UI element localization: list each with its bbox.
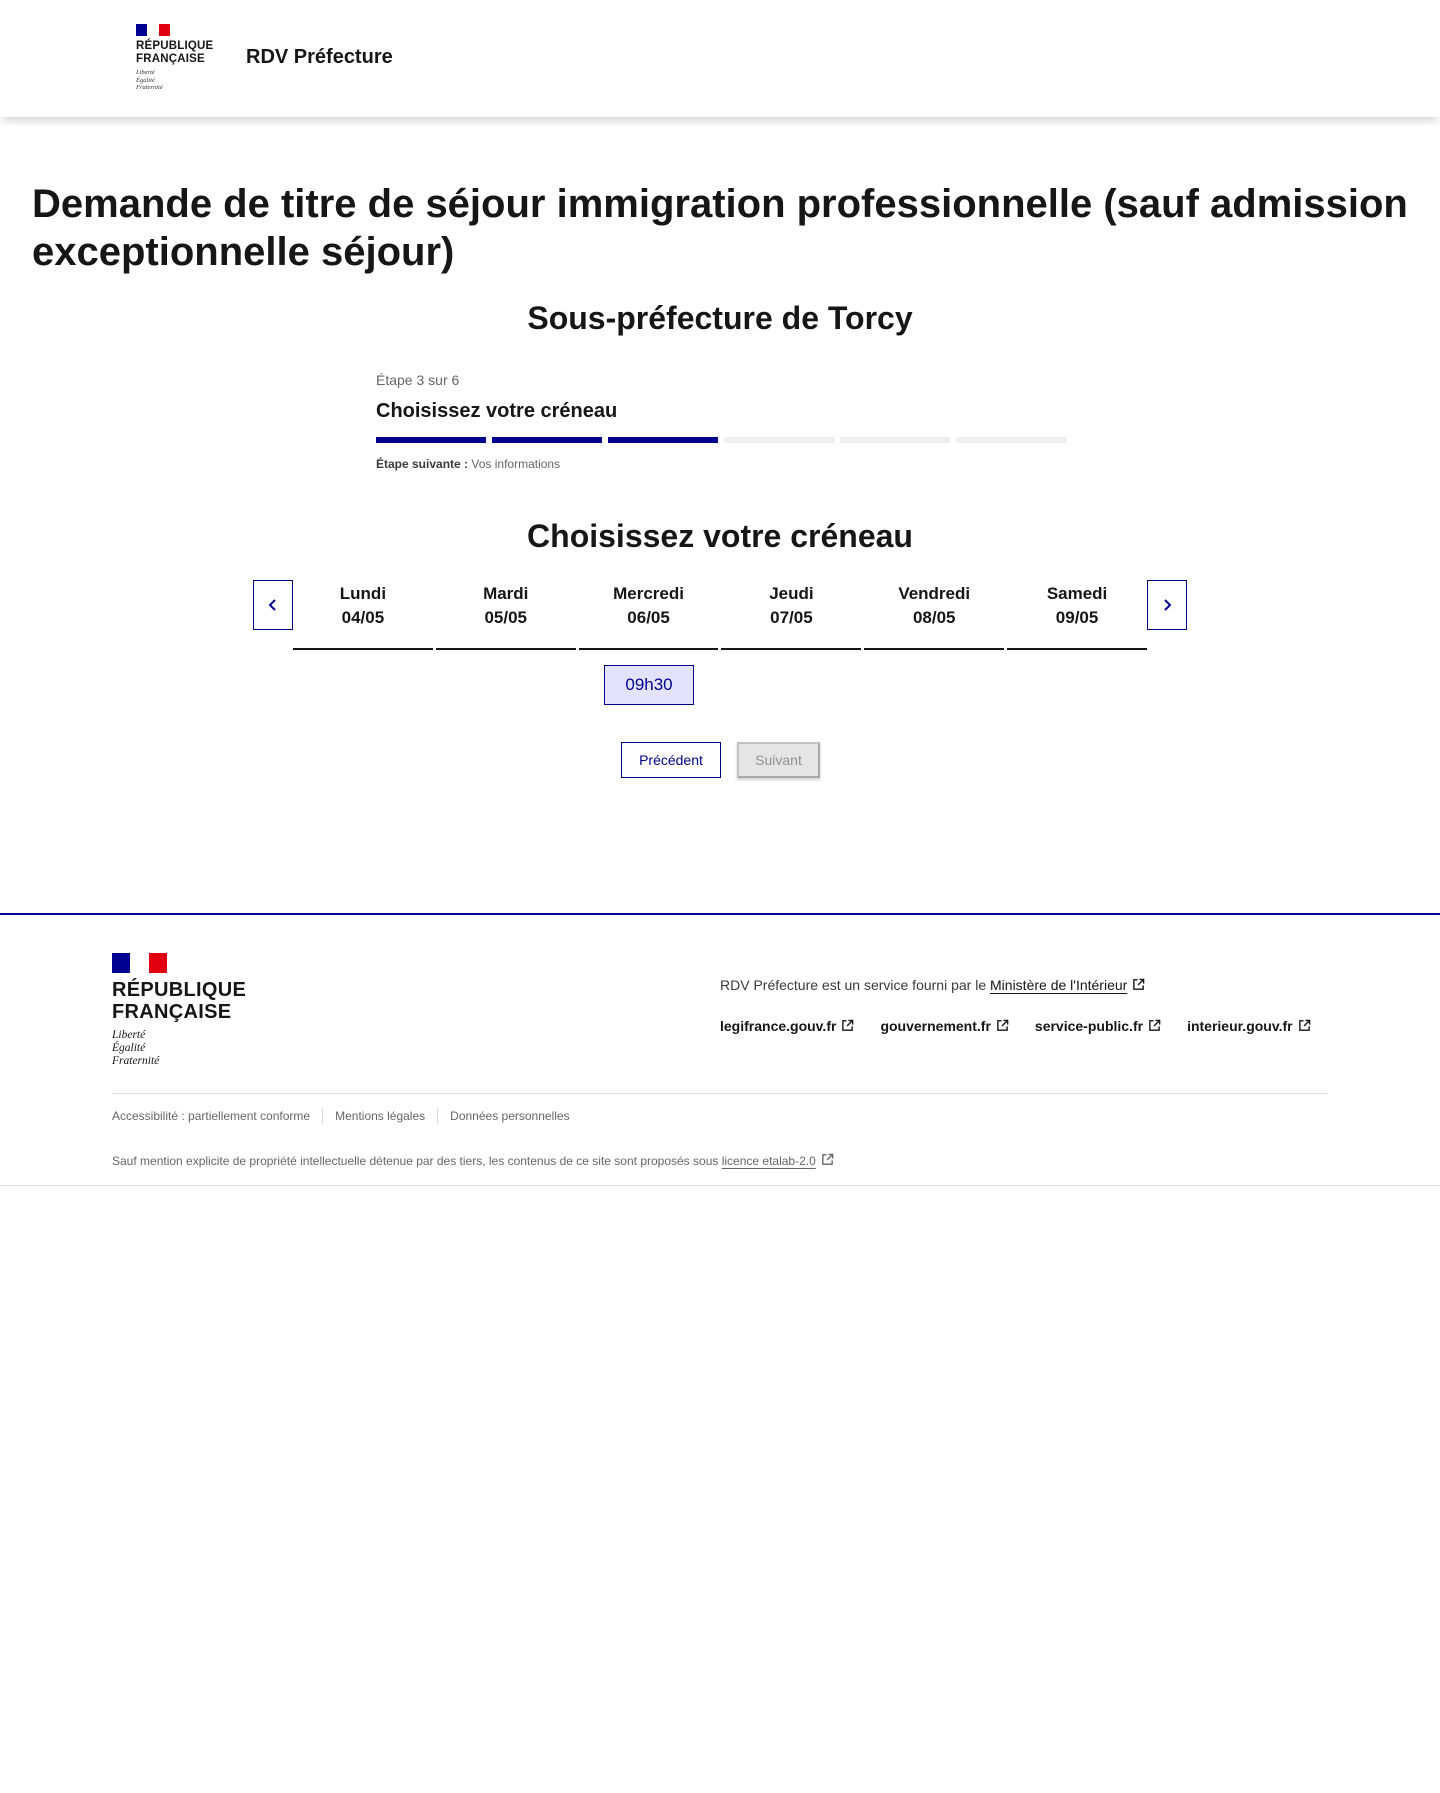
footer-link-label: service-public.fr (1034, 1018, 1144, 1034)
slot-section-title: Choisissez votre créneau (527, 518, 913, 554)
day-date: 04/05 (341, 608, 385, 627)
license-link[interactable] (722, 1154, 834, 1168)
external-link-icon (1298, 1019, 1311, 1032)
day-column (1007, 580, 1147, 650)
day-date: 07/05 (770, 608, 813, 627)
footer-divider (112, 1093, 1328, 1094)
day-date: 06/05 (627, 608, 670, 627)
day-column (579, 580, 719, 650)
footer-link-legifrance[interactable] (720, 1018, 854, 1034)
external-link-icon (841, 1019, 854, 1032)
day-date: 05/05 (484, 608, 528, 627)
marianne-flag-icon (136, 24, 170, 36)
day-column (436, 580, 576, 650)
day-name: Mardi (483, 584, 529, 603)
stepper-next-label: Étape suivante : (376, 457, 469, 471)
marianne-flag-icon (112, 953, 167, 973)
external-link-icon (996, 1019, 1009, 1032)
legal-notice-link[interactable]: Mentions légales (335, 1109, 426, 1123)
footer-license (112, 1153, 834, 1168)
license-text: Sauf mention explicite de propriété intellectuelle détenue par des tiers, les contenus de ce site sont proposés sous (112, 1154, 722, 1168)
step-bar-pending (840, 437, 950, 443)
stepper-next-value: Vos informations (471, 457, 561, 471)
calendar-days (293, 580, 1147, 650)
footer-description (720, 977, 1145, 993)
step-bar-pending (724, 437, 834, 443)
day-name: Lundi (339, 584, 387, 603)
logo-text: RÉPUBLIQUE FRANÇAISE (136, 40, 214, 65)
service-title[interactable]: RDV Préfecture (246, 46, 393, 68)
step-bar-pending (956, 437, 1066, 443)
footer-logo-motto: Liberté Égalité Fraternité (112, 1029, 160, 1067)
footer-partner-links (720, 1018, 1311, 1034)
chevron-right-icon (1160, 598, 1174, 612)
footer-link-label: legifrance.gouv.fr (720, 1018, 837, 1034)
step-bar-completed (376, 437, 486, 443)
footer-republique-francaise-logo[interactable] (112, 953, 272, 1068)
day-column (293, 580, 433, 650)
footer-logo-text: RÉPUBLIQUE FRANÇAISE (112, 979, 247, 1023)
prefecture-subtitle: Sous-préfecture de Torcy (527, 300, 913, 336)
footer-link-interieur[interactable] (1187, 1018, 1311, 1034)
republique-francaise-logo[interactable] (136, 24, 216, 92)
footer-link-separator (437, 1108, 438, 1124)
footer-description-text: RDV Préfecture est un service fourni par le (720, 977, 991, 993)
footer-link-label: gouvernement.fr (880, 1018, 991, 1034)
footer-link-separator (322, 1108, 323, 1124)
footer-link-gouvernement[interactable] (880, 1018, 1008, 1034)
external-link-icon (821, 1153, 834, 1166)
day-name: Samedi (1046, 584, 1108, 603)
personal-data-link[interactable]: Données personnelles (450, 1109, 570, 1123)
day-name: Vendredi (898, 584, 971, 603)
external-link-icon (1148, 1019, 1161, 1032)
step-bar-completed (492, 437, 602, 443)
footer-bottom-links (112, 1108, 570, 1124)
site-header (0, 0, 1440, 117)
ministry-link[interactable] (990, 977, 1145, 993)
step-bar-completed (608, 437, 718, 443)
stepper-title: Choisissez votre créneau (376, 400, 618, 422)
chevron-left-icon (266, 598, 280, 612)
day-column (864, 580, 1004, 650)
previous-week-button[interactable] (253, 580, 293, 630)
stepper-state: Étape 3 sur 6 (376, 372, 460, 388)
day-name: Jeudi (769, 584, 814, 603)
site-footer (0, 913, 1440, 1186)
day-name: Mercredi (613, 584, 684, 603)
stepper (376, 372, 1066, 471)
stepper-progress (376, 437, 1066, 443)
previous-button[interactable]: Précédent (621, 742, 721, 778)
day-date: 08/05 (912, 608, 956, 627)
stepper-next-step (376, 457, 1066, 471)
page-title: Demande de titre de séjour immigration professionnelle (sauf admission exceptionnelle séjour) (32, 182, 1408, 274)
logo-motto: Liberté Égalité Fraternité (136, 69, 163, 91)
footer-link-service-public[interactable] (1035, 1018, 1161, 1034)
footer-link-label: interieur.gouv.fr (1187, 1018, 1293, 1034)
ministry-link-label: Ministère de l'Intérieur (990, 977, 1128, 993)
license-link-label: licence etalab-2.0 (721, 1154, 816, 1168)
next-button[interactable]: Suivant (737, 742, 820, 778)
day-date: 09/05 (1055, 608, 1099, 627)
next-week-button[interactable] (1147, 580, 1187, 630)
time-slot-button[interactable]: 09h30 (604, 665, 694, 705)
external-link-icon (1132, 978, 1145, 991)
accessibility-link[interactable]: Accessibilité : partiellement conforme (112, 1109, 311, 1123)
day-column (721, 580, 861, 650)
